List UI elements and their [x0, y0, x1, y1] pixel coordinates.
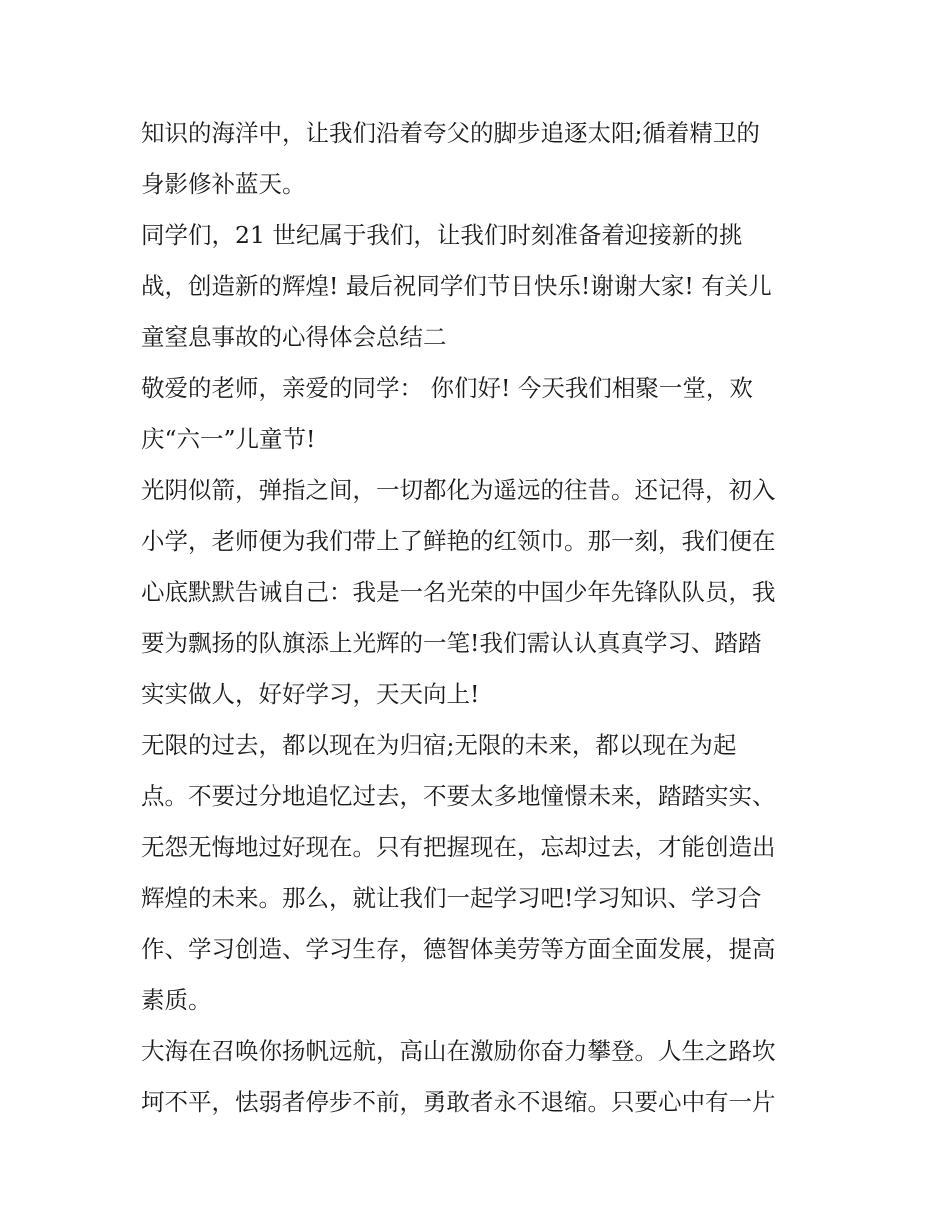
text-line: 点。不要过分地追忆过去，不要太多地憧憬未来，踏踏实实、 — [141, 782, 776, 810]
text-line: 要为飘扬的队旗添上光辉的一笔!我们需认认真真学习、踏踏 — [141, 629, 762, 657]
text-line: 实实做人，好好学习，天天向上! — [141, 680, 480, 708]
text-line: 大海在召唤你扬帆远航，高山在激励你奋力攀登。人生之路坎 — [141, 1037, 776, 1065]
text-line: 同学们，21 世纪属于我们，让我们时刻准备着迎接新的挑 — [141, 221, 743, 249]
text-line: 敬爱的老师，亲爱的同学： 你们好! 今天我们相聚一堂，欢 — [141, 374, 753, 402]
text-line: 童窒息事故的心得体会总结二 — [141, 323, 447, 351]
text-line: 小学，老师便为我们带上了鲜艳的红领巾。那一刻，我们便在 — [141, 527, 776, 555]
text-line: 庆“六一”儿童节! — [141, 425, 316, 453]
text-line: 辉煌的未来。那么，就让我们一起学习吧!学习知识、学习合 — [141, 884, 762, 912]
text-line: 战，创造新的辉煌! 最后祝同学们节日快乐!谢谢大家! 有关儿 — [141, 272, 772, 300]
text-line: 心底默默告诫自己：我是一名光荣的中国少年先锋队队员，我 — [141, 578, 776, 606]
text-line: 身影修补蓝天。 — [141, 170, 306, 198]
text-line: 作、学习创造、学习生存，德智体美劳等方面全面发展，提高 — [141, 935, 776, 963]
text-line: 无怨无悔地过好现在。只有把握现在，忘却过去，才能创造出 — [141, 833, 776, 861]
text-line: 知识的海洋中，让我们沿着夸父的脚步追逐太阳;循着精卫的 — [141, 119, 760, 147]
text-line: 无限的过去，都以现在为归宿;无限的未来，都以现在为起 — [141, 731, 737, 759]
text-body — [141, 108, 831, 1128]
text-line: 素质。 — [141, 986, 212, 1014]
text-line: 光阴似箭，弹指之间，一切都化为遥远的往昔。还记得，初入 — [141, 476, 776, 504]
text-line: 坷不平，怯弱者停步不前，勇敢者永不退缩。只要心中有一片 — [141, 1088, 776, 1116]
